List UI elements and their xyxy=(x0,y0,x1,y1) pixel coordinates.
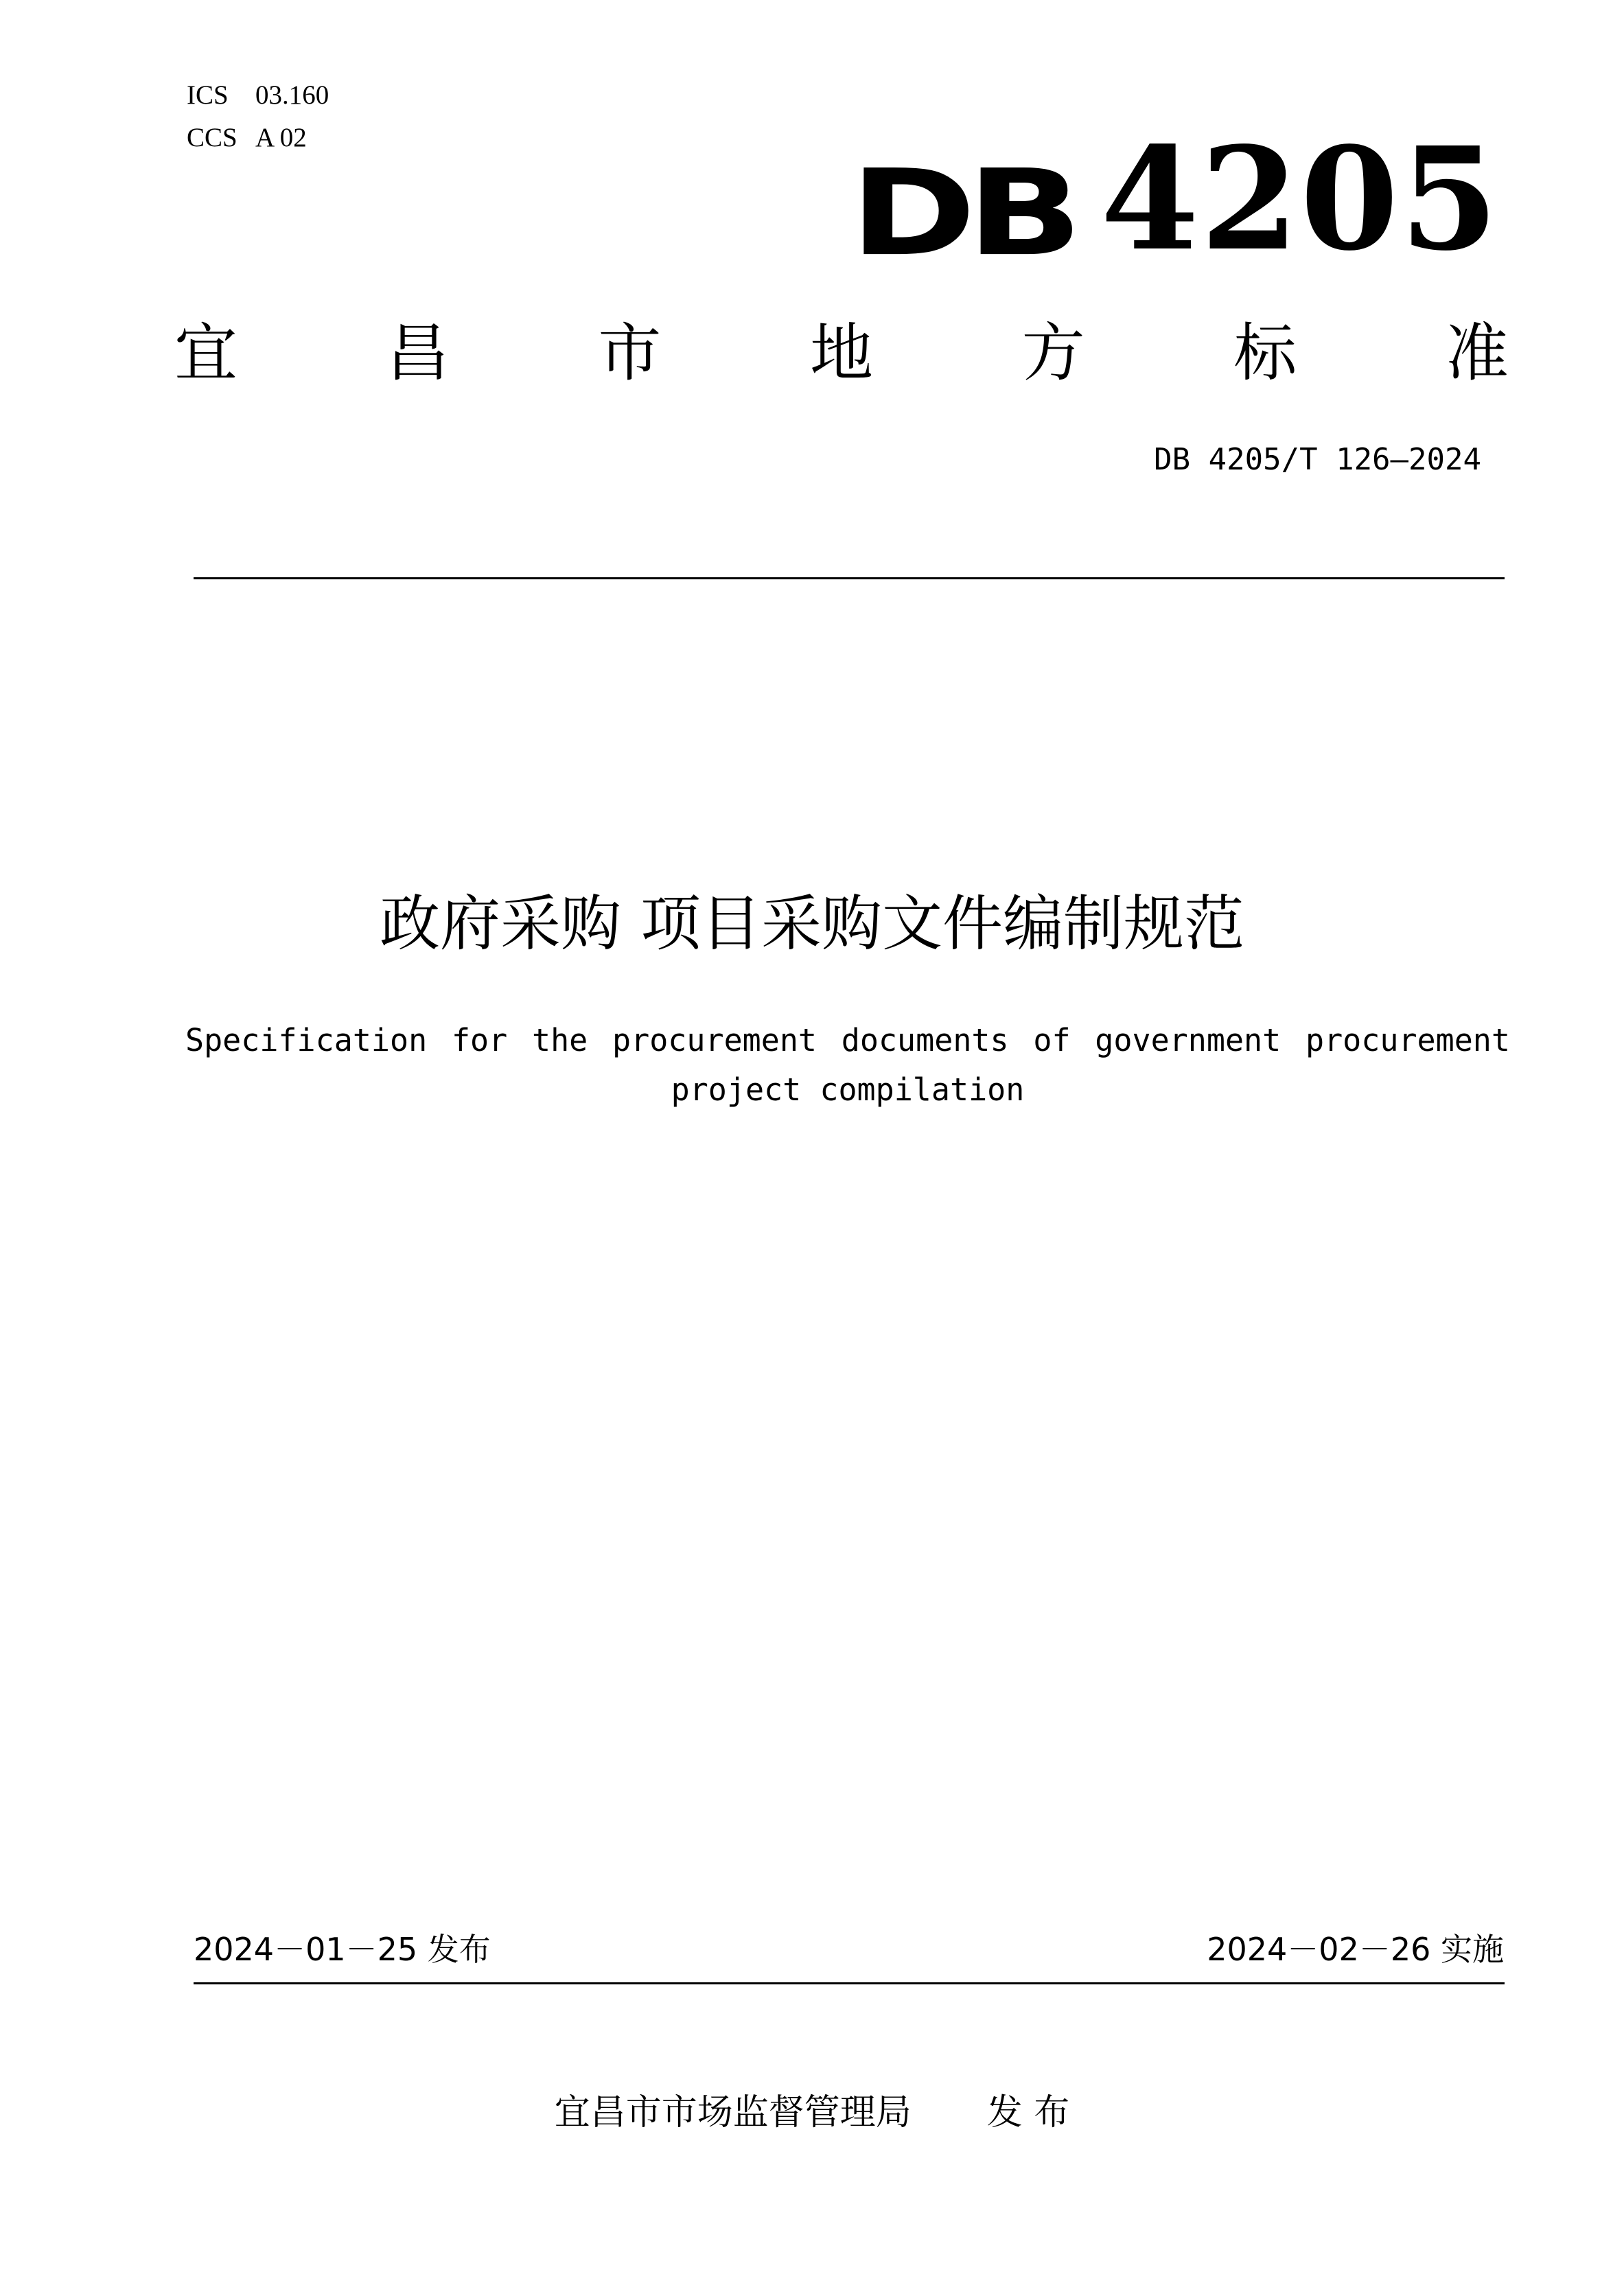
ccs-row xyxy=(187,117,329,159)
ics-value: 03.160 xyxy=(255,80,329,110)
bottom-divider xyxy=(194,1982,1505,1984)
standard-mark-code: 4205 xyxy=(1100,116,1500,282)
classification-codes xyxy=(187,74,329,159)
ccs-value: A 02 xyxy=(255,123,307,152)
standard-mark-db: DB xyxy=(850,144,1074,283)
implementation-date: 2024－02－26 实施 xyxy=(1207,1931,1504,1968)
standard-type-char: 宜 xyxy=(174,316,238,390)
standard-mark xyxy=(850,116,1500,283)
standard-type-title xyxy=(174,302,1509,405)
document-title-en xyxy=(185,1016,1510,1115)
document-title-en-line2: project compilation xyxy=(671,1071,1025,1108)
ccs-label: CCS xyxy=(187,123,237,152)
standard-type-char: 方 xyxy=(1021,316,1085,390)
document-title-en-line1: Specification for the procurement documents of government procurement xyxy=(185,1022,1510,1058)
document-title-cn: 政府采购 项目采购文件编制规范 xyxy=(380,888,1244,959)
standard-type-char: 昌 xyxy=(386,316,450,390)
issue-date: 2024－01－25 发布 xyxy=(194,1931,491,1968)
issuer-name: 宜昌市市场监督管理局 xyxy=(554,2092,912,2133)
ics-row xyxy=(187,74,329,117)
standard-type-char: 准 xyxy=(1445,316,1509,390)
ics-label: ICS xyxy=(187,80,229,110)
issuing-authority xyxy=(0,2085,1624,2140)
standard-number: DB 4205/T 126—2024 xyxy=(1154,442,1481,477)
issuer-action: 发 布 xyxy=(986,2092,1070,2133)
standard-type-char: 地 xyxy=(809,316,873,390)
standard-type-char: 市 xyxy=(598,316,662,390)
top-divider xyxy=(194,577,1505,579)
standard-type-char: 标 xyxy=(1233,316,1297,390)
